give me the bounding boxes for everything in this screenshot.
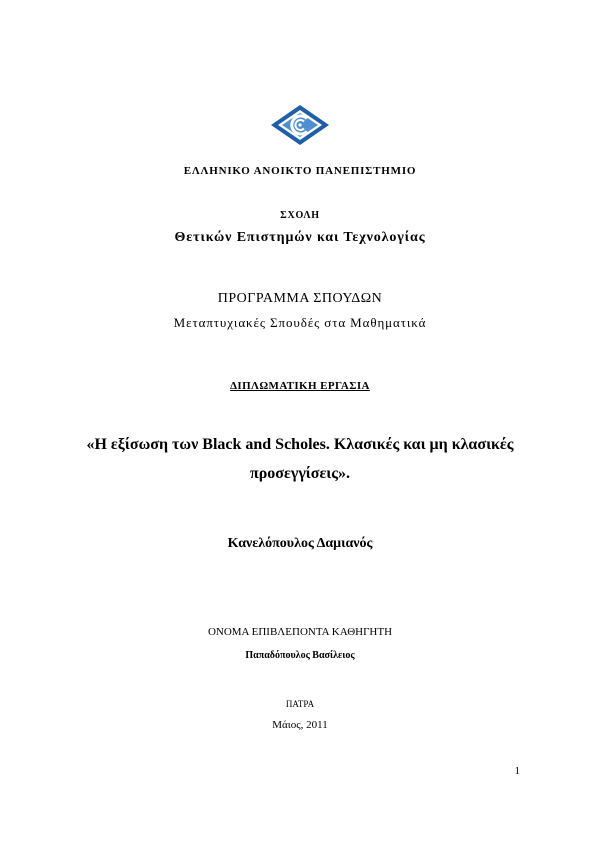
thesis-title-line-1: «Η εξίσωση των Black and Scholes. Κλασικές και μη κλασικές bbox=[86, 436, 514, 453]
program-name: Μεταπτυχιακές Σπουδές στα Μαθηματικά bbox=[173, 315, 427, 330]
thesis-title-line-2: προσεγγίσεις». bbox=[249, 465, 351, 482]
school-name: Θετικών Επιστημών και Τεχνολογίας bbox=[174, 230, 426, 245]
supervisor-name: Παπαδόπουλος Βασίλειος bbox=[245, 650, 355, 661]
university-logo-icon bbox=[270, 104, 330, 146]
author-name: Κανελόπουλος Δαμιανός bbox=[227, 536, 373, 551]
school-label: ΣΧΟΛΗ bbox=[280, 210, 320, 221]
date: Μάιος, 2011 bbox=[272, 719, 328, 731]
program-label: ΠΡΟΓΡΑΜΜΑ ΣΠΟΥΔΩΝ bbox=[217, 291, 383, 306]
city: ΠΑΤΡΑ bbox=[285, 699, 315, 709]
supervisor-label: ΟΝΟΜΑ ΕΠΙΒΛΕΠΟΝΤΑ ΚΑΘΗΓΗΤΗ bbox=[207, 626, 393, 638]
thesis-label: ΔΙΠΛΩΜΑΤΙΚΗ ΕΡΓΑΣΙΑ bbox=[230, 380, 370, 392]
page-number: 1 bbox=[514, 765, 520, 777]
university-name: ΕΛΛΗΝΙΚΟ ΑΝΟΙΚΤΟ ΠΑΝΕΠΙΣΤΗΜΙΟ bbox=[183, 165, 417, 177]
